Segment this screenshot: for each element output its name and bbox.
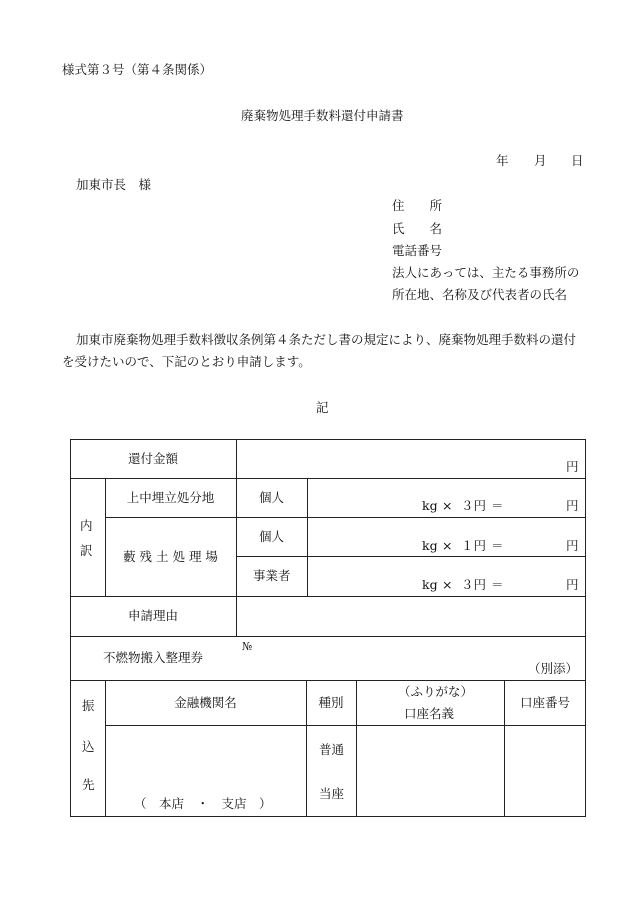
yabu-individual-kg: kg	[422, 538, 438, 553]
form-number: 様式第３号（第４条関係）	[62, 62, 213, 77]
kamichu-equals: ＝	[491, 498, 504, 513]
yabu-individual-times: ×	[442, 538, 453, 553]
date-day: 日	[571, 153, 584, 168]
yabu-business-rate: ３円	[461, 577, 487, 592]
yabu-business-label: 事業者	[253, 568, 291, 583]
account-number-label: 口座番号	[519, 694, 570, 710]
ticket-number-label: №	[242, 640, 253, 653]
address-label: 住 所	[392, 198, 443, 213]
kamichu-kg: kg	[422, 498, 438, 513]
account-type-current: 当座	[319, 786, 345, 801]
refund-amount-label: 還付金額	[127, 450, 178, 466]
breakdown-label-2: 訳	[80, 543, 93, 558]
yabu-individual-equals: ＝	[491, 538, 504, 553]
yabu-business-equals: ＝	[491, 577, 504, 592]
ticket-label: 不燃物搬入整理券	[102, 650, 203, 666]
page-title: 廃棄物処理手数料還付申請書	[241, 108, 404, 123]
yabu-individual-rate: １円	[461, 538, 487, 553]
yabu-individual-label: 個人	[259, 529, 285, 544]
branch-selector: （ 本店 ・ 支店 ）	[134, 796, 272, 811]
kamichu-landfill-label: 上中埋立処分地	[126, 489, 215, 505]
kamichu-yen: 円	[566, 498, 579, 513]
reason-label: 申請理由	[127, 608, 178, 624]
date-month: 月	[534, 153, 547, 168]
body-line-1: 加東市廃棄物処理手数料徴収条例第４条ただし書の規定により、廃棄物処理手数料の還付	[76, 332, 577, 347]
kamichu-rate: ３円	[461, 498, 487, 513]
kamichu-individual-label: 個人	[258, 489, 284, 505]
yabu-business-times: ×	[442, 577, 453, 592]
transfer-label-1: 振	[82, 698, 95, 713]
corporation-note-2: 所在地、名称及び代表者の氏名	[392, 287, 568, 302]
account-name-label: 口座名義	[404, 706, 455, 721]
breakdown-label-1: 内	[80, 518, 93, 533]
date-year: 年	[496, 153, 509, 168]
account-type-ordinary: 普通	[319, 742, 345, 757]
ki-heading: 記	[316, 400, 329, 415]
corporation-note-1: 法人にあっては、主たる事務所の	[392, 265, 580, 280]
body-line-2: を受けたいので、下記のとおり申請します。	[62, 354, 311, 369]
furigana-label: （ふりがな）	[398, 684, 474, 699]
ticket-attached-note: （別添）	[528, 661, 579, 676]
kamichu-times: ×	[442, 498, 453, 513]
bank-name-label: 金融機関名	[174, 694, 237, 710]
yabu-business-kg: kg	[422, 577, 438, 592]
addressee: 加東市長 様	[76, 177, 152, 192]
transfer-label-2: 込	[82, 739, 95, 754]
refund-amount-yen: 円	[566, 459, 579, 474]
yabu-individual-yen: 円	[566, 538, 579, 553]
yabu-soil-site-label: 藪 残 土 処 理 場	[123, 548, 218, 564]
transfer-label-3: 先	[82, 777, 95, 792]
yabu-business-yen: 円	[566, 577, 579, 592]
phone-label: 電話番号	[392, 243, 443, 258]
name-label: 氏 名	[392, 221, 443, 236]
account-type-label: 種別	[318, 694, 344, 710]
